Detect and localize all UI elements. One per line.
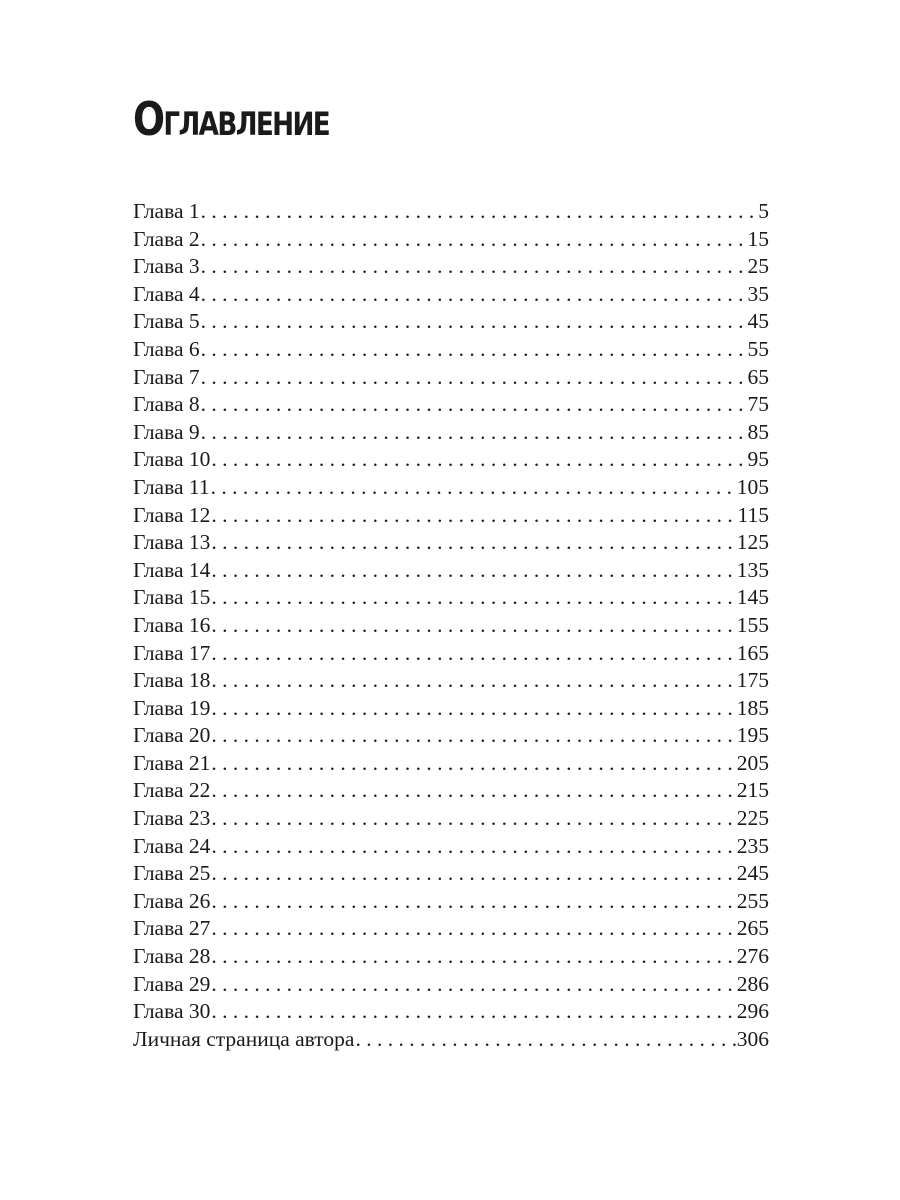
toc-dot-leader (211, 557, 735, 585)
toc-entry[interactable] (133, 915, 769, 943)
toc-dot-leader (211, 777, 735, 805)
toc-entry[interactable] (133, 1026, 769, 1054)
toc-entry[interactable] (133, 391, 769, 419)
toc-entry-label: Глава 8 (133, 392, 200, 417)
toc-entry[interactable] (133, 695, 769, 723)
toc-entry-label: Глава 29 (133, 971, 211, 996)
toc-entry[interactable] (133, 860, 769, 888)
toc-dot-leader (201, 198, 758, 226)
toc-entry[interactable] (133, 336, 769, 364)
toc-entry-page-number: 15 (747, 226, 769, 251)
toc-entry-label: Глава 14 (133, 557, 211, 582)
toc-entry-page-number: 35 (747, 281, 769, 306)
toc-entry-label: Глава 13 (133, 530, 211, 555)
toc-dot-leader (211, 584, 735, 612)
toc-entry-page-number: 145 (736, 585, 769, 610)
toc-entry-page-number: 65 (747, 364, 769, 389)
toc-entry-page-number: 125 (736, 530, 769, 555)
toc-entry[interactable] (133, 750, 769, 778)
toc-entry-label: Глава 1 (133, 199, 200, 223)
toc-entry-page-number: 255 (736, 888, 769, 913)
toc-entry[interactable] (133, 529, 769, 557)
toc-entry[interactable] (133, 998, 769, 1026)
toc-entry-label: Глава 19 (133, 695, 211, 720)
toc-entry-page-number: 85 (747, 419, 769, 444)
toc-entry[interactable] (133, 198, 769, 226)
toc-entry-page-number: 175 (736, 668, 769, 693)
toc-entry[interactable] (133, 943, 769, 971)
toc-entry[interactable] (133, 584, 769, 612)
toc-dot-leader (211, 502, 736, 530)
toc-entry-label: Глава 30 (133, 999, 211, 1024)
toc-dot-leader (211, 640, 735, 668)
toc-dot-leader (211, 529, 735, 557)
toc-entry-page-number: 55 (747, 336, 769, 361)
toc-entry[interactable] (133, 308, 769, 336)
toc-entry[interactable] (133, 888, 769, 916)
toc-entry-page-number: 45 (747, 309, 769, 334)
toc-entry-label: Глава 25 (133, 861, 211, 886)
page-title: Оглавление (133, 92, 330, 146)
toc-entry-page-number: 215 (736, 778, 769, 803)
toc-entry[interactable] (133, 777, 769, 805)
toc-entry-page-number: 135 (736, 557, 769, 582)
toc-entry-label: Глава 26 (133, 888, 211, 913)
toc-entry[interactable] (133, 419, 769, 447)
toc-dot-leader (211, 998, 735, 1026)
toc-entry-page-number: 265 (736, 916, 769, 941)
table-of-contents (133, 198, 769, 1053)
toc-entry-label: Глава 27 (133, 916, 211, 941)
toc-dot-leader (211, 612, 735, 640)
toc-entry-page-number: 155 (736, 612, 769, 637)
toc-entry[interactable] (133, 474, 769, 502)
toc-entry[interactable] (133, 805, 769, 833)
toc-entry-label: Глава 28 (133, 944, 211, 969)
toc-entry-label: Глава 24 (133, 833, 211, 858)
toc-entry[interactable] (133, 833, 769, 861)
toc-entry-label: Глава 2 (133, 226, 200, 251)
toc-entry[interactable] (133, 640, 769, 668)
toc-dot-leader (201, 419, 747, 447)
toc-entry-label: Глава 4 (133, 281, 200, 306)
toc-dot-leader (201, 308, 747, 336)
toc-dot-leader (211, 474, 736, 502)
toc-entry-label: Глава 11 (133, 474, 210, 499)
toc-entry[interactable] (133, 971, 769, 999)
toc-entry-page-number: 286 (736, 971, 769, 996)
toc-entry[interactable] (133, 722, 769, 750)
toc-entry-label: Глава 9 (133, 419, 200, 444)
toc-dot-leader (211, 943, 735, 971)
toc-entry-label: Глава 6 (133, 336, 200, 361)
toc-entry-page-number: 296 (736, 999, 769, 1024)
toc-dot-leader (355, 1026, 735, 1054)
toc-dot-leader (201, 226, 747, 254)
toc-entry[interactable] (133, 502, 769, 530)
toc-entry-page-number: 5 (758, 199, 769, 223)
toc-entry-label: Глава 16 (133, 612, 211, 637)
toc-dot-leader (201, 364, 747, 392)
toc-entry-page-number: 235 (736, 833, 769, 858)
toc-entry-page-number: 95 (747, 447, 769, 472)
toc-entry-label: Личная страница автора (133, 1026, 355, 1051)
toc-dot-leader (211, 805, 735, 833)
toc-dot-leader (211, 971, 735, 999)
toc-entry-page-number: 205 (736, 750, 769, 775)
toc-entry-label: Глава 18 (133, 668, 211, 693)
toc-entry[interactable] (133, 612, 769, 640)
toc-entry-page-number: 165 (736, 640, 769, 665)
toc-dot-leader (201, 253, 747, 281)
toc-entry-label: Глава 23 (133, 806, 211, 831)
toc-entry[interactable] (133, 557, 769, 585)
toc-dot-leader (211, 833, 735, 861)
toc-entry-label: Глава 22 (133, 778, 211, 803)
toc-dot-leader (211, 860, 735, 888)
toc-dot-leader (201, 391, 747, 419)
toc-entry-page-number: 276 (736, 944, 769, 969)
toc-entry-page-number: 115 (737, 502, 769, 527)
toc-dot-leader (201, 336, 747, 364)
toc-dot-leader (211, 695, 735, 723)
toc-dot-leader (211, 446, 746, 474)
toc-entry-label: Глава 21 (133, 750, 211, 775)
toc-entry-label: Глава 20 (133, 723, 211, 748)
toc-entry-page-number: 25 (747, 254, 769, 279)
toc-dot-leader (211, 722, 735, 750)
toc-entry-page-number: 105 (736, 474, 769, 499)
toc-entry-page-number: 245 (736, 861, 769, 886)
toc-entry-page-number: 75 (747, 392, 769, 417)
toc-entry[interactable] (133, 281, 769, 309)
toc-entry-label: Глава 7 (133, 364, 200, 389)
toc-entry-label: Глава 15 (133, 585, 211, 610)
toc-entry-label: Глава 3 (133, 254, 200, 279)
toc-entry[interactable] (133, 226, 769, 254)
toc-entry-page-number: 195 (736, 723, 769, 748)
toc-entry-label: Глава 10 (133, 447, 211, 472)
toc-entry-page-number: 306 (736, 1026, 769, 1051)
toc-dot-leader (211, 667, 735, 695)
toc-dot-leader (201, 281, 747, 309)
toc-entry-label: Глава 17 (133, 640, 211, 665)
toc-entry-page-number: 185 (736, 695, 769, 720)
toc-dot-leader (211, 888, 735, 916)
toc-entry[interactable] (133, 446, 769, 474)
toc-entry[interactable] (133, 667, 769, 695)
toc-entry-label: Глава 5 (133, 309, 200, 334)
toc-dot-leader (211, 750, 735, 778)
toc-entry[interactable] (133, 364, 769, 392)
toc-entry-page-number: 225 (736, 806, 769, 831)
toc-entry[interactable] (133, 253, 769, 281)
toc-dot-leader (211, 915, 735, 943)
toc-entry-label: Глава 12 (133, 502, 211, 527)
